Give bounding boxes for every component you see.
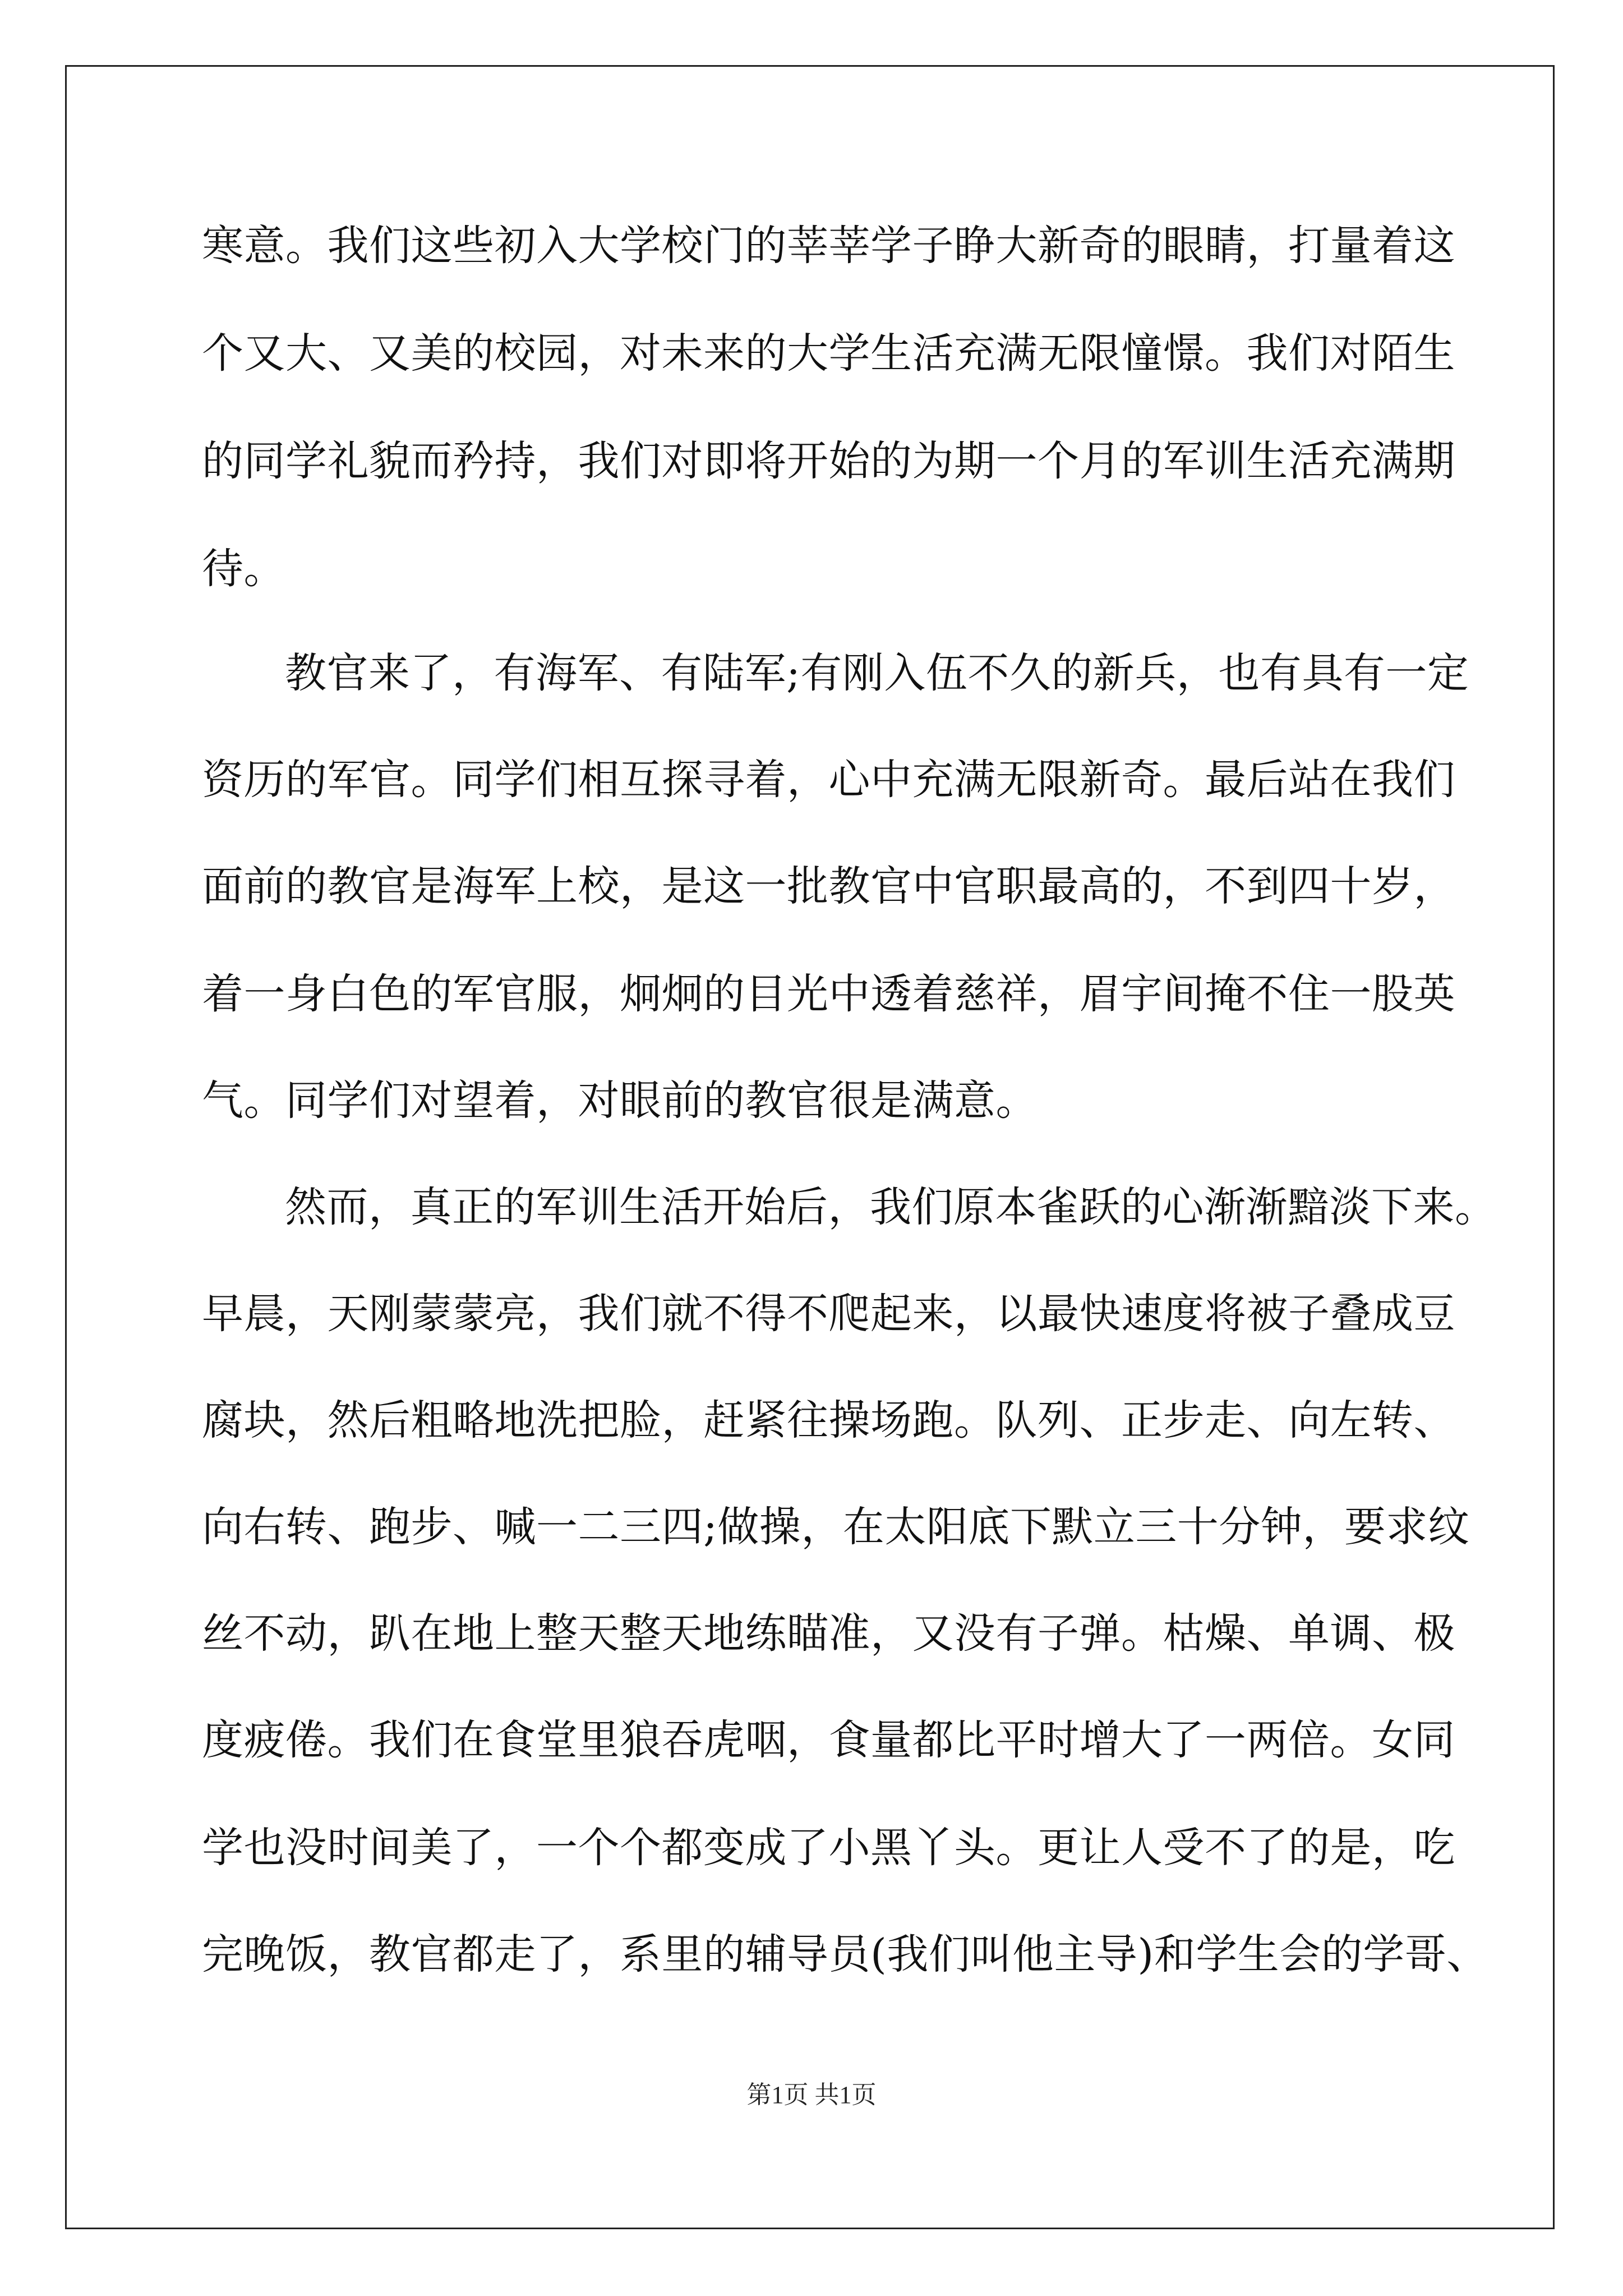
text-line: 个又大、又美的校园，对未来的大学生活充满无限憧憬。我们对陌生 [202,329,1455,378]
text-line: 向右转、跑步、喊一二三四;做操，在太阳底下默立三十分钟，要求纹 [202,1503,1470,1551]
text-line: 面前的教官是海军上校，是这一批教官中官职最高的，不到四十岁， [202,862,1455,910]
page-footer: 第1页 共1页 [746,2081,877,2109]
paragraph-start-line: 然而，真正的军训生活开始后，我们原本雀跃的心渐渐黯淡下来。 [285,1183,1497,1231]
text-line: 早晨，天刚蒙蒙亮，我们就不得不爬起来，以最快速度将被子叠成豆 [202,1290,1455,1338]
text-line: 腐块，然后粗略地洗把脸，赶紧往操场跑。队列、正步走、向左转、 [202,1396,1455,1444]
text-line: 的同学礼貌而矜持，我们对即将开始的为期一个月的军训生活充满期 [202,437,1455,485]
text-line: 度疲倦。我们在食堂里狼吞虎咽，食量都比平时增大了一两倍。女同 [202,1716,1455,1764]
text-line: 完晚饭，教官都走了，系里的辅导员(我们叫他主导)和学生会的学哥、 [202,1930,1488,1978]
text-line: 待。 [202,545,285,593]
text-line: 资历的军官。同学们相互探寻着，心中充满无限新奇。最后站在我们 [202,756,1455,804]
text-line: 着一身白色的军官服，炯炯的目光中透着慈祥，眉宇间掩不住一股英 [202,970,1455,1018]
text-line: 寒意。我们这些初入大学校门的莘莘学子睁大新奇的眼睛，打量着这 [202,222,1455,270]
paragraph-start-line: 教官来了，有海军、有陆军;有刚入伍不久的新兵，也有具有一定 [285,649,1469,697]
page-border [65,65,1555,2229]
text-line: 丝不动，趴在地上整天整天地练瞄准，又没有子弹。枯燥、单调、极 [202,1609,1455,1658]
text-line: 气。同学们对望着，对眼前的教官很是满意。 [202,1076,1038,1125]
text-line: 学也没时间美了，一个个都变成了小黑丫头。更让人受不了的是，吃 [202,1824,1455,1872]
